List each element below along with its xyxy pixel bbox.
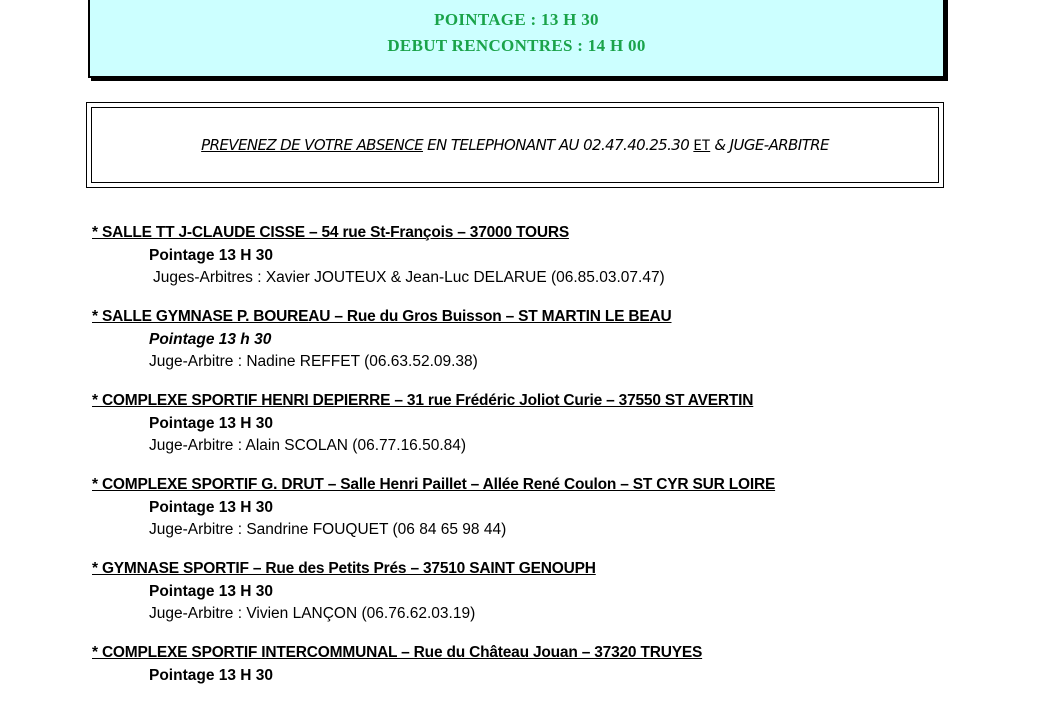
venue-pointage: Pointage 13 H 30 [149, 667, 274, 684]
venue-title: * GYMNASE SPORTIF – Rue des Petits Prés – 37510 SAINT GENOUPH [92, 560, 596, 577]
notice-et: ET [693, 138, 711, 154]
venue-title: * COMPLEXE SPORTIF G. DRUT – Salle Henri Paillet – Allée René Coulon – ST CYR SUR LOIRE [92, 476, 776, 493]
venue-title: * COMPLEXE SPORTIF INTERCOMMUNAL – Rue du Château Jouan – 37320 TRUYES [92, 644, 703, 661]
venue-item [92, 308, 992, 392]
venue-pointage: Pointage 13 H 30 [149, 247, 274, 264]
schedule-banner [88, 0, 945, 78]
absence-notice-inner [91, 107, 939, 183]
absence-notice [92, 136, 938, 154]
venue-item [92, 644, 992, 728]
notice-part1: PREVENEZ DE VOTRE ABSENCE [201, 136, 423, 154]
venue-title: * SALLE GYMNASE P. BOUREAU – Rue du Gros Buisson – ST MARTIN LE BEAU [92, 308, 672, 325]
venue-pointage: Pointage 13 H 30 [149, 499, 274, 516]
venue-item [92, 560, 992, 644]
venue-pointage: Pointage 13 h 30 [149, 331, 272, 348]
venue-judge: Juge-Arbitre : Nadine REFFET (06.63.52.09.38) [149, 353, 478, 370]
venue-judge: Juge-Arbitre : Alain SCOLAN (06.77.16.50.84) [149, 437, 467, 454]
absence-notice-box [86, 102, 944, 188]
notice-part2: EN TELEPHONANT AU [422, 136, 584, 154]
notice-part3: & JUGE-ARBITRE [710, 136, 829, 154]
pointage-time: POINTAGE : 13 H 30 [434, 10, 599, 29]
venue-judge: Juge-Arbitre : Vivien LANÇON (06.76.62.03.19) [149, 605, 476, 622]
venue-title: * SALLE TT J-CLAUDE CISSE – 54 rue St-François – 37000 TOURS [92, 224, 569, 241]
venue-item [92, 476, 992, 560]
venue-pointage: Pointage 13 H 30 [149, 415, 274, 432]
venue-judge: Juges-Arbitres : Xavier JOUTEUX & Jean-Luc DELARUE (06.85.03.07.47) [153, 269, 665, 286]
notice-phone: 02.47.40.25.30 [583, 136, 690, 154]
venue-judge: Juge-Arbitre : Sandrine FOUQUET (06 84 65 98 44) [149, 521, 507, 538]
venue-pointage: Pointage 13 H 30 [149, 583, 274, 600]
venue-title: * COMPLEXE SPORTIF HENRI DEPIERRE – 31 rue Frédéric Joliot Curie – 37550 ST AVERTIN [92, 392, 754, 409]
start-time: DEBUT RENCONTRES : 14 H 00 [387, 36, 646, 55]
venue-item [92, 392, 992, 476]
venue-item [92, 224, 992, 308]
venue-list [92, 224, 992, 728]
